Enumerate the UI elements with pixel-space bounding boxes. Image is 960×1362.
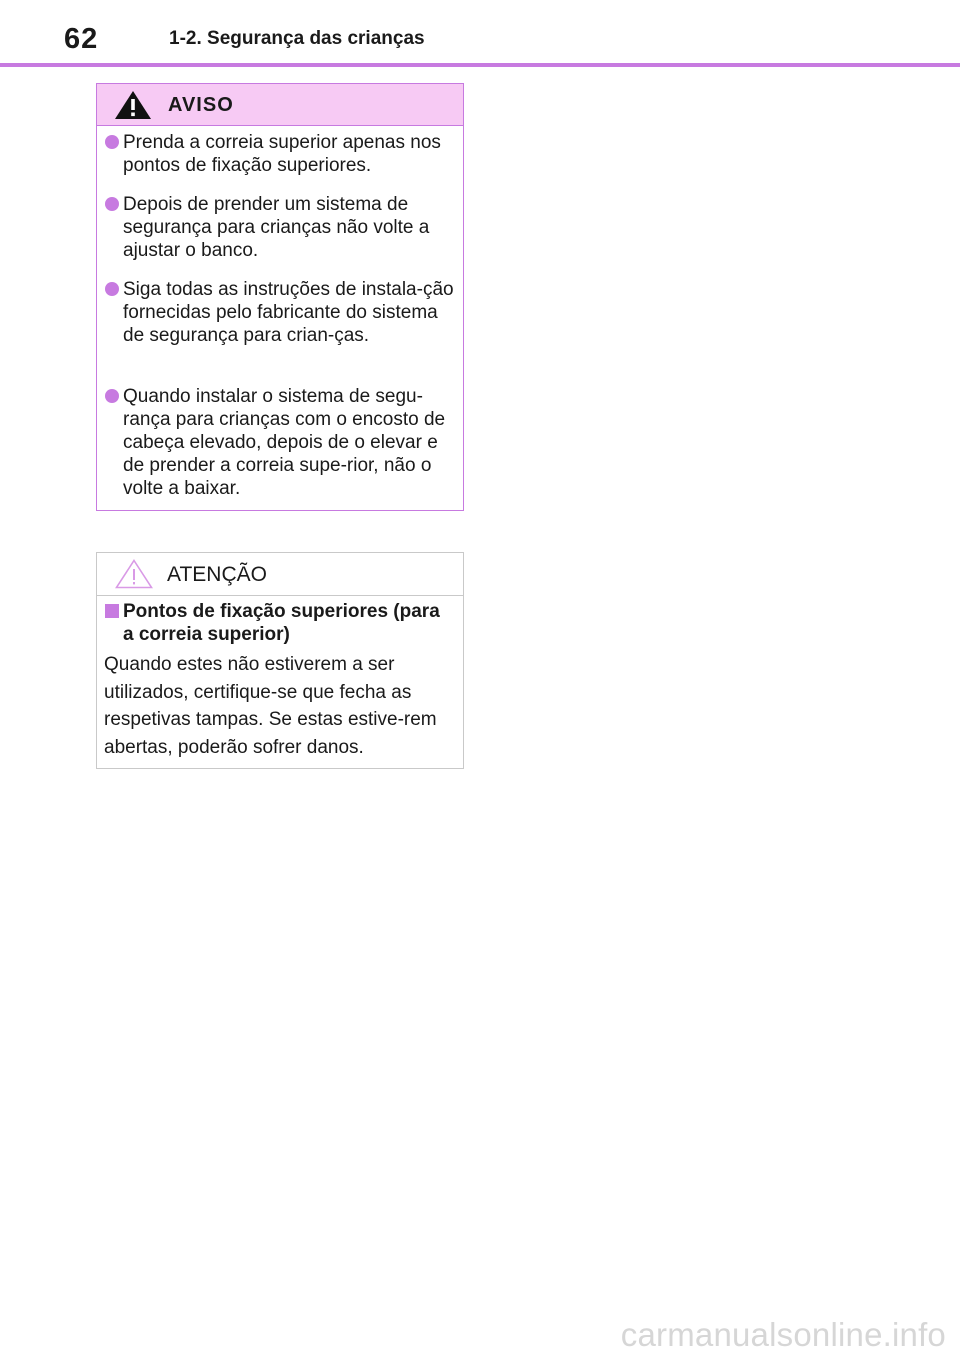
aviso-item-text: Prenda a correia superior apenas nos pontos de fixação superiores.	[123, 132, 441, 176]
watermark-text: carmanualsonline.info	[620, 1316, 946, 1353]
bullet-dot-icon	[105, 389, 119, 403]
aviso-item-text: Depois de prender um sistema de segurança para crianças não volte a ajustar o banco.	[123, 194, 430, 261]
aviso-item	[105, 385, 455, 500]
page-number: 62	[64, 23, 99, 55]
page-header	[0, 0, 960, 64]
atencao-subheading	[105, 600, 455, 646]
square-bullet-icon	[105, 604, 119, 618]
atencao-header	[97, 553, 463, 596]
bullet-dot-icon	[105, 282, 119, 296]
header-divider	[0, 63, 960, 67]
atencao-title: ATENÇÃO	[167, 563, 267, 586]
aviso-item	[105, 131, 455, 177]
section-title: 1-2. Segurança das crianças	[169, 28, 425, 49]
aviso-warning-box	[96, 83, 464, 511]
atencao-body-text: Quando estes não estiverem a ser utilizados, certifique-se que fecha as respetivas tampas. Se estas estive-rem abertas, poderão sofrer danos.	[104, 654, 437, 758]
atencao-subheading-text: Pontos de fixação superiores (para a correia superior)	[123, 601, 440, 645]
bullet-dot-icon	[105, 135, 119, 149]
aviso-header	[97, 84, 463, 126]
warning-triangle-icon	[113, 89, 153, 126]
aviso-title: AVISO	[168, 94, 234, 116]
atencao-caution-box	[96, 552, 464, 769]
aviso-item	[105, 193, 455, 262]
aviso-item-text: Siga todas as instruções de instala-ção fornecidas pelo fabricante do sistema de segurança para crian-ças.	[123, 279, 454, 346]
bullet-dot-icon	[105, 197, 119, 211]
caution-triangle-outline-icon	[114, 558, 154, 595]
aviso-item	[105, 278, 455, 347]
aviso-item-text: Quando instalar o sistema de segu-rança para crianças com o encosto de cabeça elevado, depois de o elevar e de prender a correia supe-rior, não o volte a baixar.	[123, 386, 446, 499]
